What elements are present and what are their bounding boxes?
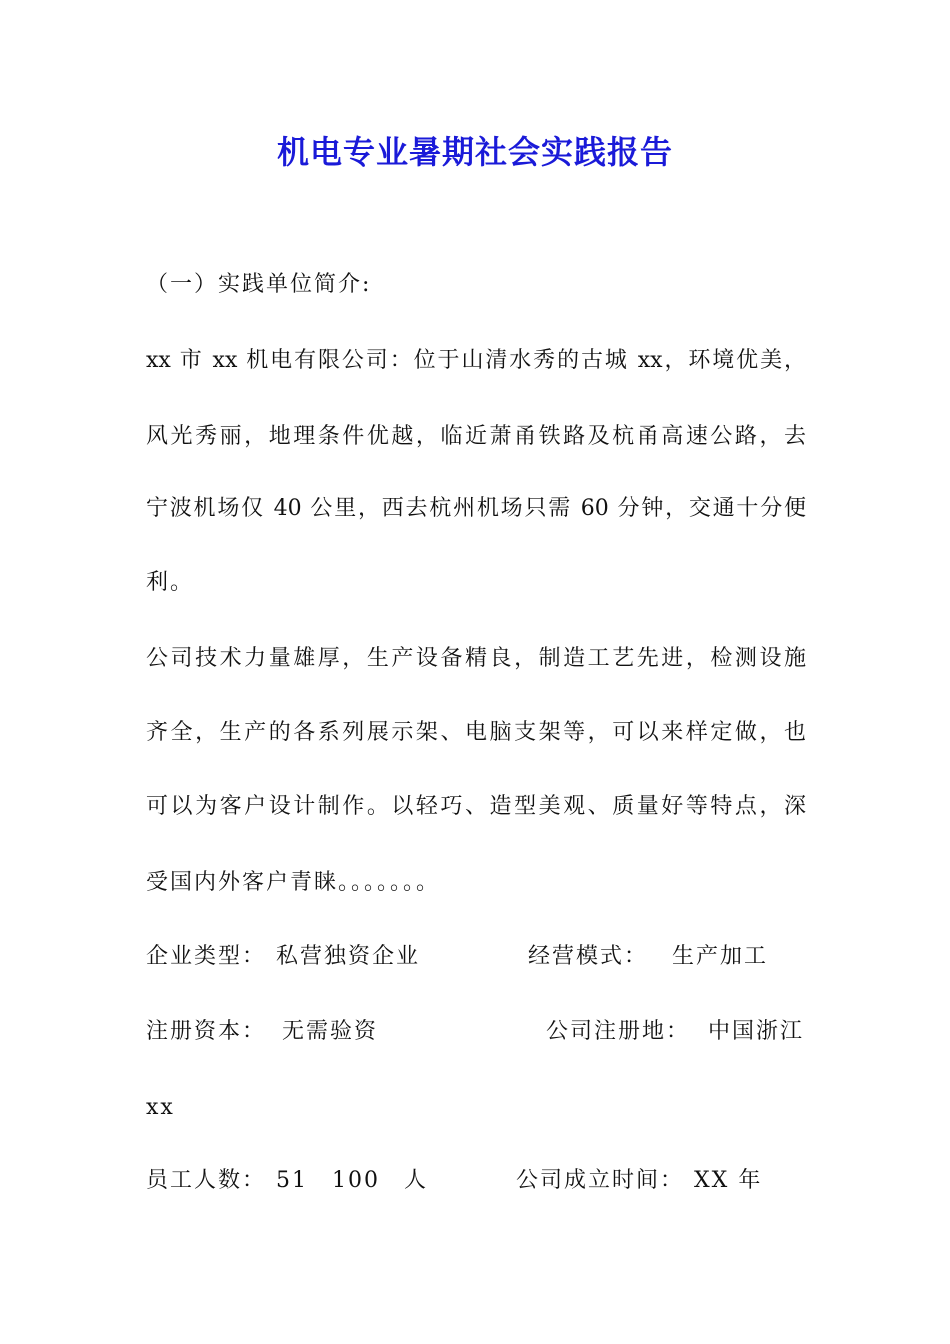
paragraph-2-line-3: 可以为客户设计制作。以轻巧、造型美观、质量好等特点，深 bbox=[146, 794, 806, 819]
paragraph-1-line-2: 风光秀丽，地理条件优越，临近萧甬铁路及杭甬高速公路，去 bbox=[146, 424, 806, 449]
paragraph-1-line-3: 宁波机场仅 40 公里，西去杭州机场只需 60 分钟，交通十分便 bbox=[146, 496, 806, 521]
founded-label: 公司成立时间： bbox=[516, 1168, 685, 1193]
registered-capital-value: 无需验资 bbox=[282, 1019, 379, 1044]
section-heading: （一）实践单位简介: bbox=[146, 272, 372, 297]
paragraph-1-line-1: xx 市 xx 机电有限公司：位于山清水秀的古城 xx，环境优美， bbox=[146, 348, 806, 373]
page-title: 机电专业暑期社会实践报告 bbox=[276, 133, 673, 171]
employees-label: 员工人数： bbox=[146, 1168, 267, 1193]
founded-value: XX 年 bbox=[694, 1168, 763, 1193]
employees-value: 51 100 人 bbox=[276, 1168, 428, 1193]
paragraph-2-line-4: 受国内外客户青睐。。。。。。。 bbox=[146, 870, 441, 895]
registered-place-value: 中国浙江 bbox=[708, 1019, 805, 1044]
registered-capital-label: 注册资本： bbox=[146, 1019, 267, 1044]
paragraph-2-line-1: 公司技术力量雄厚，生产设备精良，制造工艺先进，检测设施 bbox=[146, 646, 806, 671]
enterprise-type-label: 企业类型： bbox=[146, 944, 267, 969]
business-mode-value: 生产加工 bbox=[672, 944, 769, 969]
registered-place-continued: xx bbox=[146, 1095, 175, 1120]
paragraph-1-line-4: 利。 bbox=[146, 570, 195, 595]
business-mode-label: 经营模式： bbox=[528, 944, 649, 969]
enterprise-type-value: 私营独资企业 bbox=[276, 944, 421, 969]
registered-place-label: 公司注册地： bbox=[546, 1019, 691, 1044]
paragraph-2-line-2: 齐全，生产的各系列展示架、电脑支架等，可以来样定做，也 bbox=[146, 720, 806, 745]
